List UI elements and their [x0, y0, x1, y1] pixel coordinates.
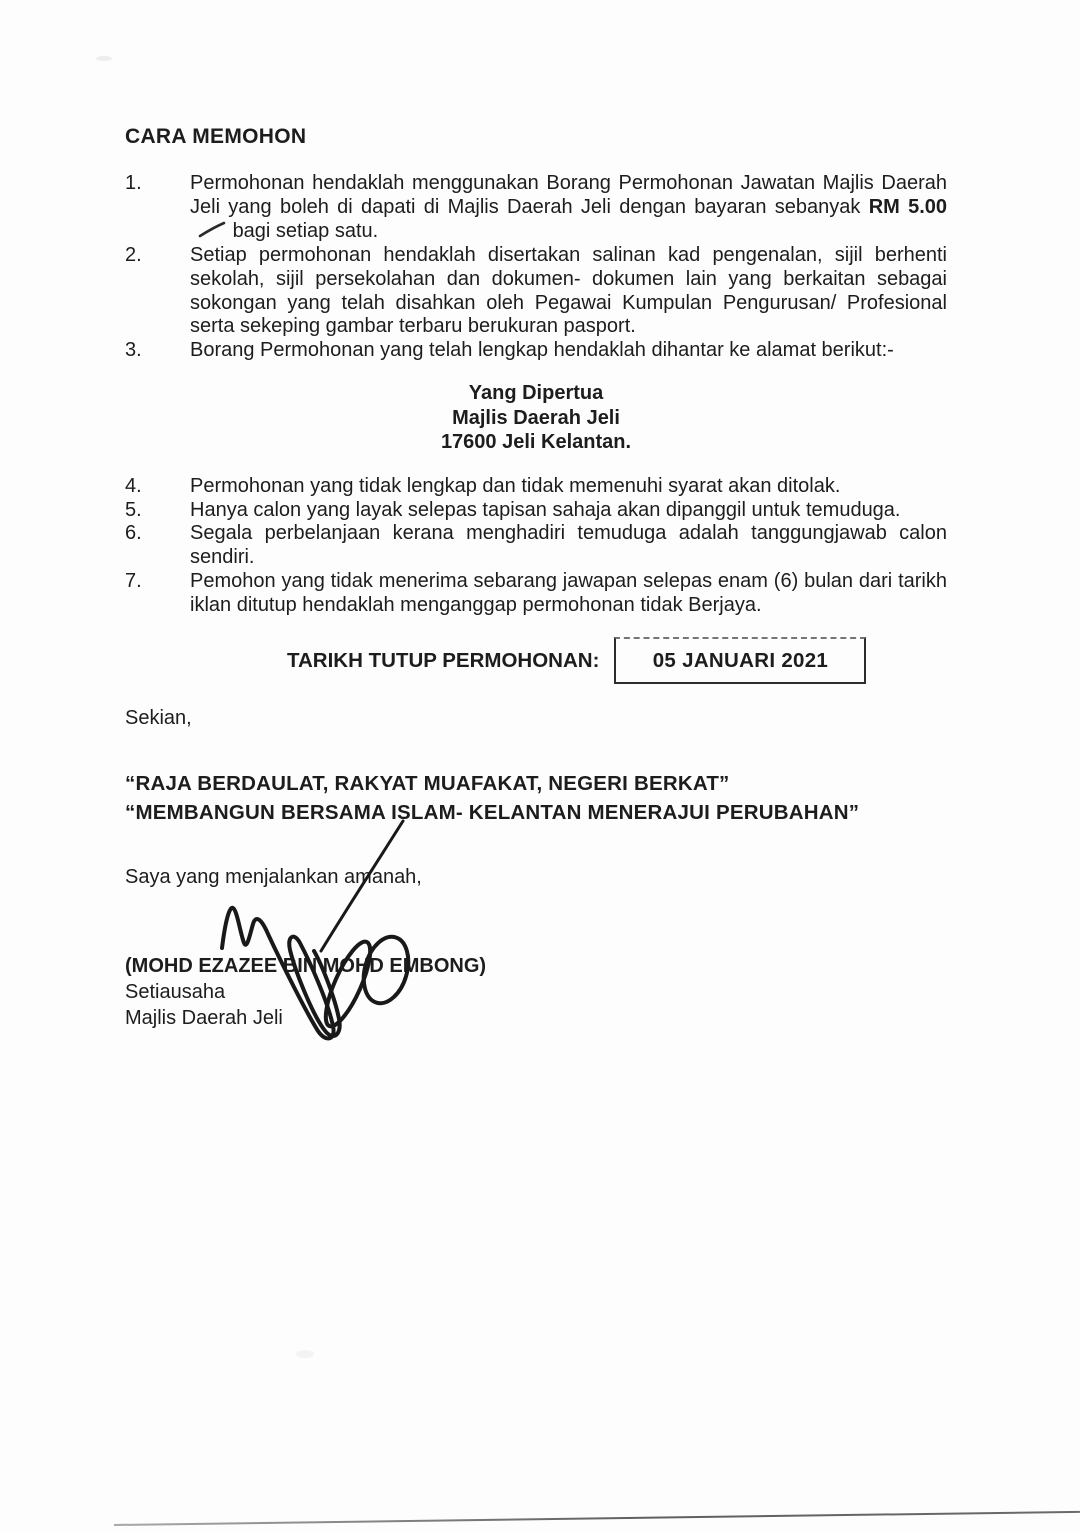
closing-date-label: TARIKH TUTUP PERMOHONAN:	[287, 648, 600, 672]
slogan-line: “RAJA BERDAULAT, RAKYAT MUAFAKAT, NEGERI BERKAT”	[125, 772, 730, 795]
list-item	[125, 475, 947, 499]
list-item	[125, 570, 947, 617]
handwritten-tick-icon	[197, 219, 227, 239]
list-item-text: Hanya calon yang layak selepas tapisan sahaja akan dipanggil untuk temuduga.	[190, 498, 901, 521]
scan-edge-line	[114, 1511, 1080, 1526]
list-item-number: 5.	[125, 498, 142, 521]
address-line: Yang Dipertua	[468, 382, 604, 404]
list-item-text: Pemohon yang tidak menerima sebarang jawapan selepas enam (6) bulan dari tarikh iklan ditutup hendaklah menganggap permohonan tidak Berjaya.	[190, 569, 947, 616]
sekian-line: Sekian,	[125, 707, 192, 729]
list-item-number: 2.	[125, 244, 142, 267]
list-item-text: Borang Permohonan yang telah lengkap hendaklah dihantar ke alamat berikut:-	[190, 338, 894, 361]
scan-smudge	[296, 1350, 314, 1358]
numbered-list-top	[125, 172, 947, 363]
list-item-text	[190, 172, 947, 244]
signatory-org: Majlis Daerah Jeli	[125, 1007, 283, 1029]
slogan-line: “MEMBANGUN BERSAMA ISLAM- KELANTAN MENERAJUI PERUBAHAN”	[125, 800, 860, 824]
signatory-block	[125, 953, 947, 1031]
list-item-number: 4.	[125, 475, 142, 497]
list-item	[125, 499, 947, 523]
list-item	[125, 522, 947, 569]
list-item-number: 6.	[125, 522, 142, 545]
list-item-text: Permohonan yang tidak lengkap dan tidak memenuhi syarat akan ditolak.	[190, 475, 841, 497]
closing-date-box: 05 JANUARI 2021	[614, 637, 866, 684]
section-heading: CARA MEMOHON	[125, 125, 307, 148]
closing-date-row	[125, 637, 947, 684]
item1-price: RM 5.00	[868, 195, 947, 218]
list-item	[125, 172, 947, 244]
item1-text-post: bagi setiap satu.	[232, 220, 379, 243]
list-item-text: Segala perbelanjaan kerana menghadiri temuduga adalah tanggungjawab calon sendiri.	[190, 522, 947, 569]
scan-smudge	[96, 56, 112, 61]
address-line: Majlis Daerah Jeli	[452, 406, 620, 429]
list-item-number: 3.	[125, 338, 142, 361]
list-item	[125, 339, 947, 363]
item1-text-pre: Permohonan hendaklah menggunakan Borang Permohonan Jawatan Majlis Daerah Jeli yang boleh di dapati di Majlis Daerah Jeli dengan bayaran sebanyak	[190, 172, 947, 218]
address-line: 17600 Jeli Kelantan.	[440, 431, 632, 453]
numbered-list-bottom	[125, 475, 947, 617]
list-item-number: 1.	[125, 172, 142, 194]
signatory-name: (MOHD EZAZEE BIN MOHD EMBONG)	[125, 955, 487, 977]
list-item-text: Setiap permohonan hendaklah disertakan salinan kad pengenalan, sijil berhenti sekolah, sijil persekolahan dan dokumen- dokumen lain yang berkaitan sebagai sokongan yang telah disahkan oleh Pegawai Kumpulan Pengurusan/ Profesional serta sekeping gambar terbaru berukuran pasport.	[190, 244, 947, 338]
signatory-role: Setiausaha	[125, 981, 226, 1003]
official-slogans	[125, 770, 947, 827]
signature-intro: Saya yang menjalankan amanah,	[125, 866, 422, 888]
list-item	[125, 244, 947, 339]
list-item-number: 7.	[125, 569, 142, 592]
recipient-address	[125, 381, 947, 455]
